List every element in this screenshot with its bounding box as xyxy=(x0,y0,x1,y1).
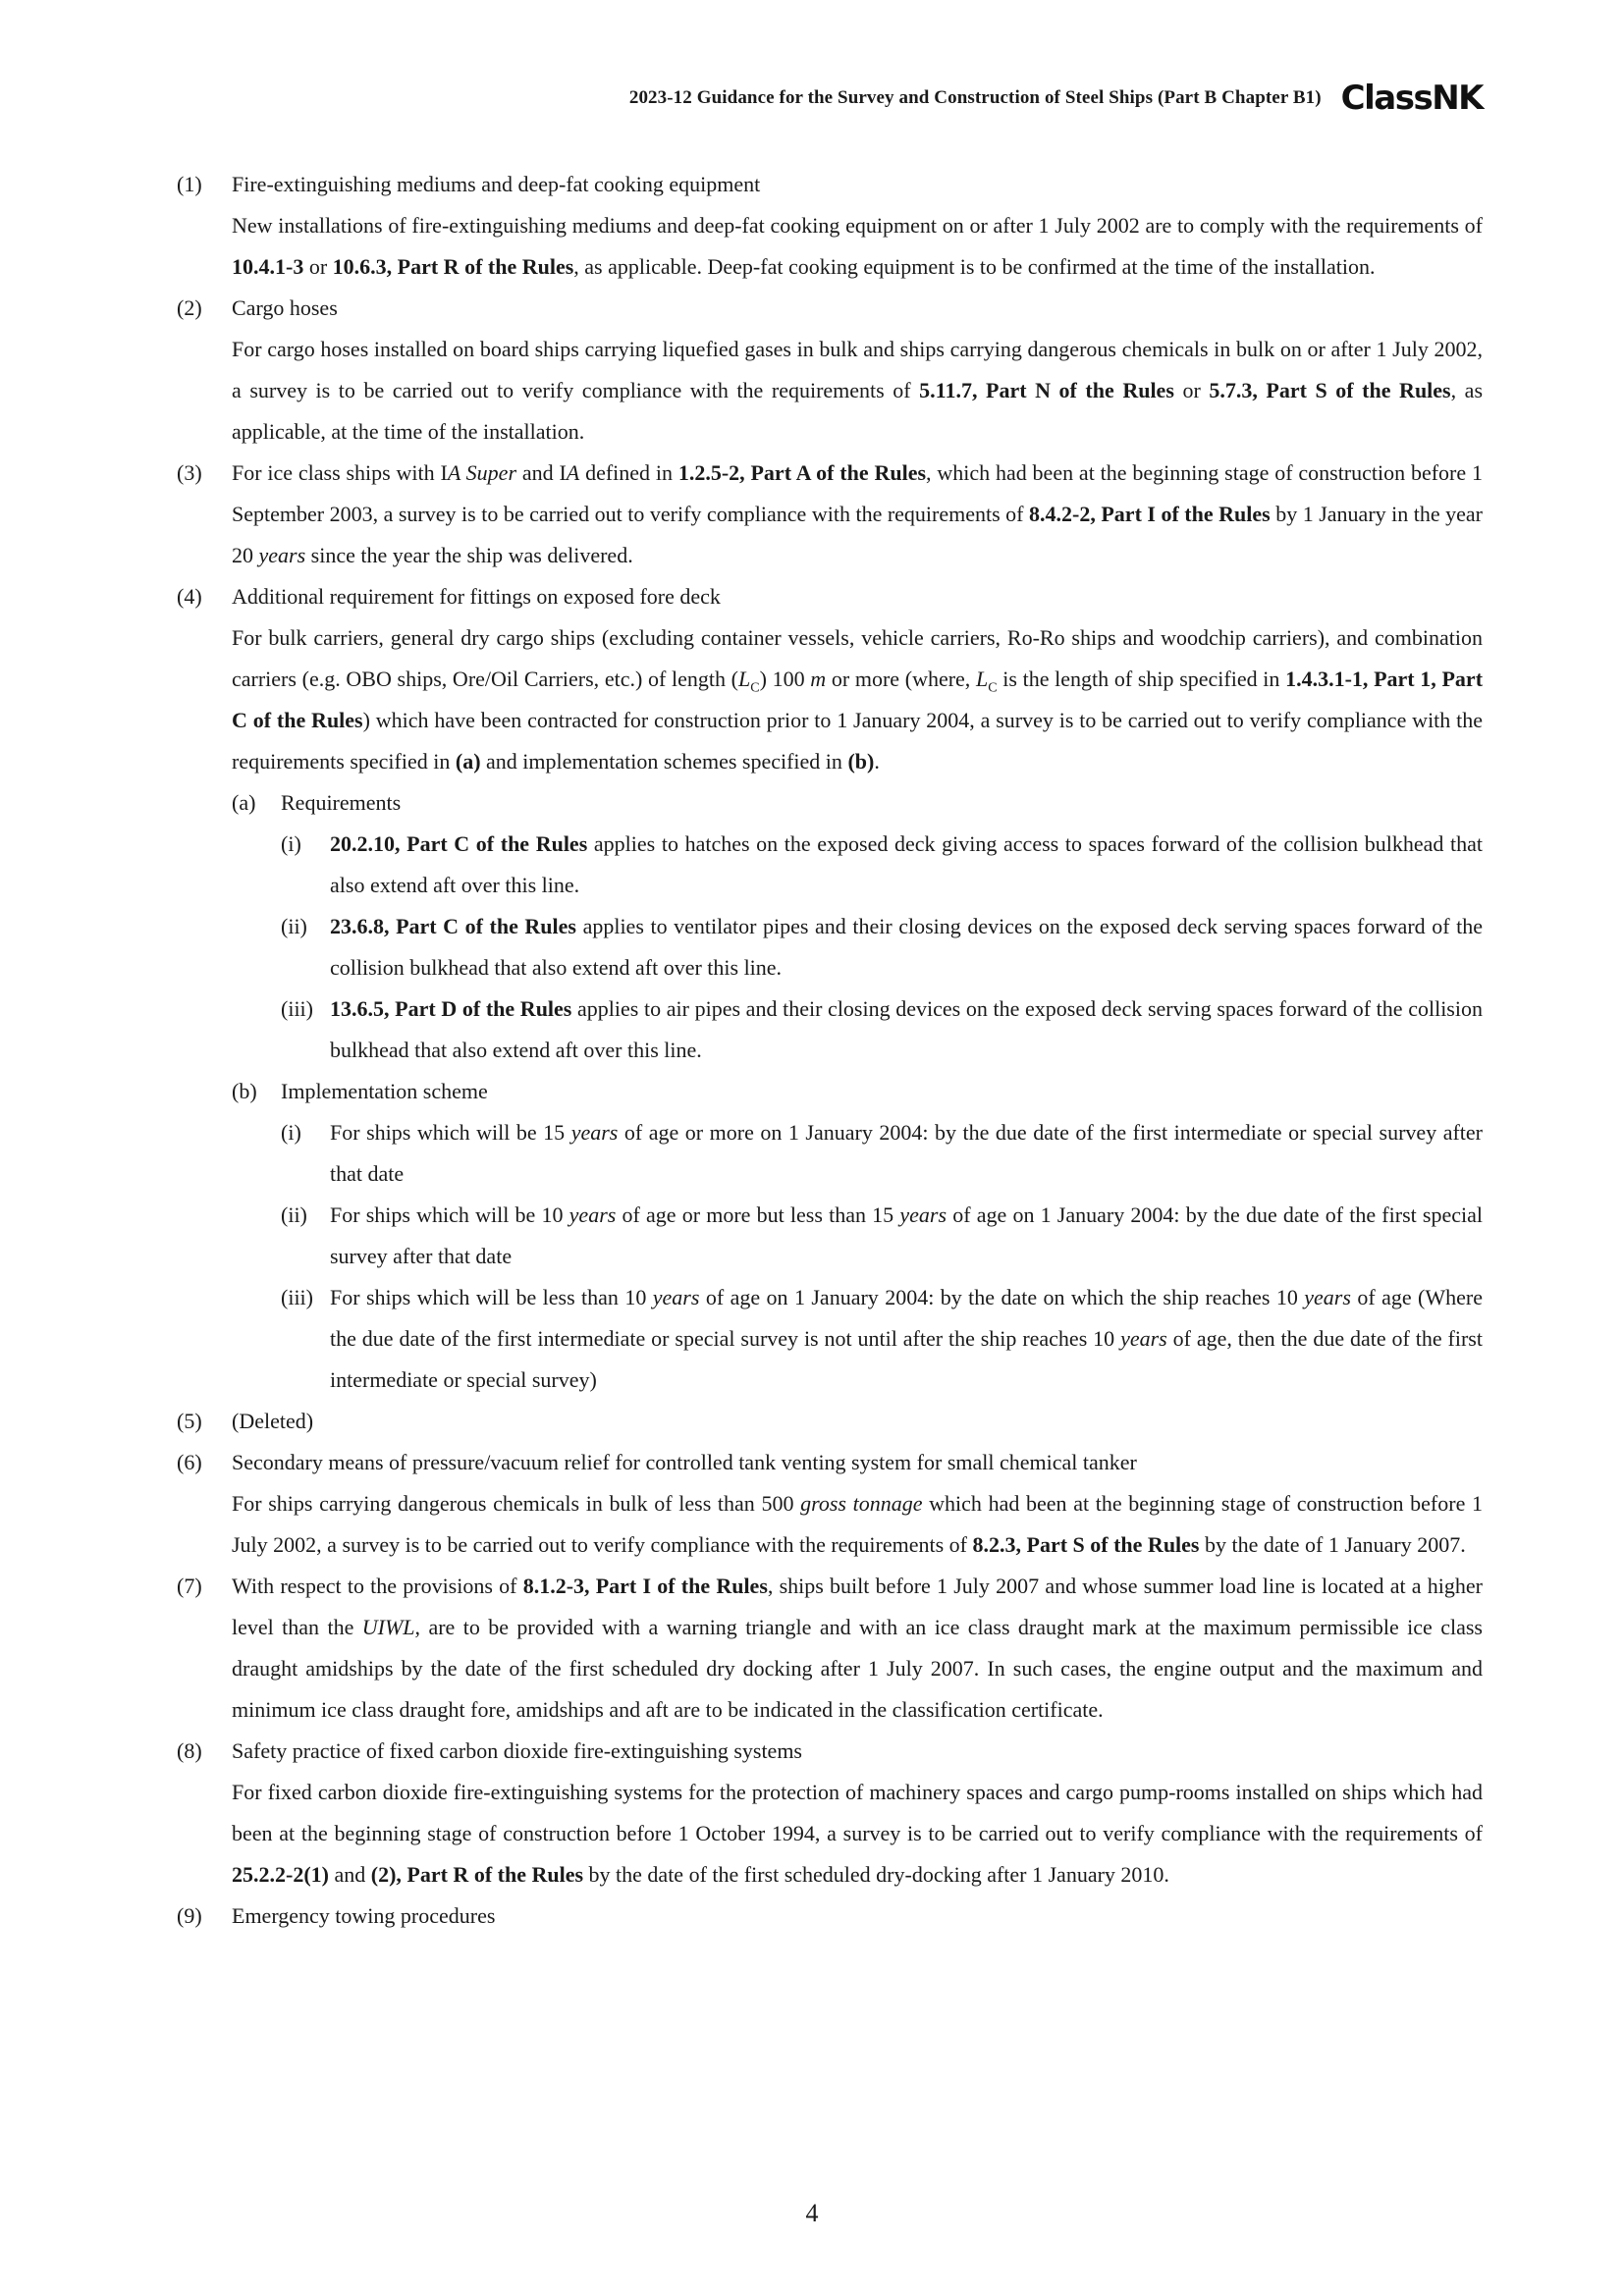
sub-item-a xyxy=(232,782,1483,1071)
item-2 xyxy=(177,288,1483,453)
item-title: Cargo hoses xyxy=(232,295,338,320)
item-number: (8) xyxy=(177,1738,202,1763)
clause-number: (i) xyxy=(281,1120,301,1145)
item-paragraph: For ice class ships with IA Super and IA defined in 1.2.5-2, Part A of the Rules, which had been at the beginning stage of construction before 1 September 2003, a survey is to be carried out to verify compliance with the requirements of 8.4.2-2, Part I of the Rules by 1 January in the year 20 years since the year the ship was delivered. xyxy=(232,460,1484,567)
sub-item-number: (a) xyxy=(232,790,256,815)
item-5 xyxy=(177,1401,1483,1442)
clause-number: (iii) xyxy=(281,996,313,1021)
rule-reference: 20.2.10, Part C of the Rules xyxy=(330,831,588,856)
clause-i xyxy=(281,824,1483,906)
item-paragraph: For cargo hoses installed on board ships carrying liquefied gases in bulk and ships carrying dangerous chemicals in bulk on or after 1 July 2002, a survey is to be carried out to verify compliance with the requirements of 5.11.7, Part N of the Rules or 5.7.3, Part S of the Rules, as applicable, at the time of the installation. xyxy=(232,337,1484,444)
item-8 xyxy=(177,1731,1483,1896)
item-1 xyxy=(177,164,1483,288)
item-number: (4) xyxy=(177,584,202,609)
item-paragraph: With respect to the provisions of 8.1.2-3, Part I of the Rules, ships built before 1 July 2007 and whose summer load line is located at a higher level than the UIWL, are to be provided with a warning triangle and with an ice class draught mark at the maximum permissible ice class draught amidships by the date of the first scheduled dry docking after 1 July 2007. In such cases, the engine output and the maximum and minimum ice class draught fore, amidships and aft are to be indicated in the classification certificate. xyxy=(232,1574,1483,1722)
item-paragraph: For bulk carriers, general dry cargo ships (excluding container vessels, vehicle carriers, Ro-Ro ships and woodchip carriers), and combination carriers (e.g. OBO ships, Ore/Oil Carriers, etc.) of length $(L_C)$ 100 m or more (where, $L_C$ is the length of ship specified in 1.4.3.1-1, Part 1, Part C of the Rules) which have been contracted for construction prior to 1 January 2004, a survey is to be carried out to verify compliance with the requirements specified in (a) and implementation schemes specified in (b). xyxy=(232,625,1484,774)
item-paragraph: For fixed carbon dioxide fire-extinguishing systems for the protection of machinery spaces and cargo pump-rooms installed on ships which had been at the beginning stage of construction before 1 October 1994, a survey is to be carried out to verify compliance with the requirements of 25.2.2-2(1) and (2), Part R of the Rules by the date of the first scheduled dry-docking after 1 January 2010. xyxy=(232,1780,1483,1887)
clause-text: For ships which will be 10 years of age or more but less than 15 years of age on 1 January 2004: by the due date of the first special survey after that date xyxy=(330,1202,1484,1268)
rule-reference: 23.6.8, Part C of the Rules xyxy=(330,914,576,938)
sub-item-title: Requirements xyxy=(281,790,402,815)
rule-reference: 8.4.2-2, Part I of the Rules xyxy=(1029,502,1271,526)
rule-reference: 5.7.3, Part S of the Rules xyxy=(1209,378,1451,402)
clause-text: 13.6.5, Part D of the Rules applies to air pipes and their closing devices on the exposed deck serving spaces forward of the collision bulkhead that also extend aft over this line. xyxy=(330,996,1483,1062)
rule-reference: 1.2.5-2, Part A of the Rules xyxy=(677,460,927,485)
clause-iii xyxy=(281,1277,1483,1401)
item-number: (7) xyxy=(177,1574,202,1598)
item-paragraph: For ships carrying dangerous chemicals in bulk of less than 500 gross tonnage which had been at the beginning stage of construction before 1 July 2002, a survey is to be carried out to verify compliance with the requirements of 8.2.3, Part S of the Rules by the date of 1 January 2007. xyxy=(232,1491,1483,1557)
clause-iii xyxy=(281,988,1483,1071)
classnk-logo: ClassNK xyxy=(1340,79,1483,118)
clause-ii xyxy=(281,906,1483,988)
item-number: (3) xyxy=(177,460,202,485)
item-7 xyxy=(177,1566,1483,1731)
rule-reference: 25.2.2-2(1) xyxy=(232,1862,329,1887)
rule-reference: 8.1.2-3, Part I of the Rules xyxy=(522,1574,768,1598)
clause-i xyxy=(281,1112,1483,1195)
item-number: (2) xyxy=(177,295,202,320)
rule-reference: 1.4.3.1-1, Part 1, Part C of the Rules xyxy=(232,667,1484,732)
sub-reference: (b) xyxy=(847,749,875,774)
rule-reference: 13.6.5, Part D of the Rules xyxy=(330,996,572,1021)
clause-number: (i) xyxy=(281,831,301,856)
rule-reference: 10.6.3, Part R of the Rules xyxy=(332,254,574,279)
page-number: 4 xyxy=(805,2199,819,2227)
item-title: (Deleted) xyxy=(232,1409,314,1433)
clause-ii xyxy=(281,1195,1483,1277)
rule-reference: (2), Part R of the Rules xyxy=(370,1862,584,1887)
clause-number: (ii) xyxy=(281,914,307,938)
rule-reference: 5.11.7, Part N of the Rules xyxy=(919,378,1174,402)
header-title: 2023-12 Guidance for the Survey and Construction of Steel Ships (Part B Chapter B1) xyxy=(628,87,1322,108)
clause-number: (iii) xyxy=(281,1285,313,1309)
clause-number: (ii) xyxy=(281,1202,307,1227)
sub-item-b xyxy=(232,1071,1483,1401)
item-3 xyxy=(177,453,1483,576)
item-title: Fire-extinguishing mediums and deep-fat cooking equipment xyxy=(232,172,761,196)
page-header xyxy=(550,79,1483,118)
item-6 xyxy=(177,1442,1483,1566)
item-paragraph: New installations of fire-extinguishing mediums and deep-fat cooking equipment on or after 1 July 2002 are to comply with the requirements of 10.4.1-3 or 10.6.3, Part R of the Rules, as applicable. Deep-fat cooking equipment is to be confirmed at the time of the installation. xyxy=(232,213,1483,279)
document-body xyxy=(177,164,1483,1937)
item-title: Emergency towing procedures xyxy=(232,1903,496,1928)
rule-reference: 10.4.1-3 xyxy=(232,254,304,279)
clause-text: 20.2.10, Part C of the Rules applies to hatches on the exposed deck giving access to spaces forward of the collision bulkhead that also extend aft over this line. xyxy=(330,831,1483,897)
clause-text: 23.6.8, Part C of the Rules applies to ventilator pipes and their closing devices on the exposed deck serving spaces forward of the collision bulkhead that also extend aft over this line. xyxy=(330,914,1483,980)
clause-text: For ships which will be 15 years of age or more on 1 January 2004: by the due date of the first intermediate or special survey after that date xyxy=(330,1120,1483,1186)
item-number: (5) xyxy=(177,1409,202,1433)
item-title: Additional requirement for fittings on exposed fore deck xyxy=(232,584,721,609)
item-9 xyxy=(177,1896,1483,1937)
item-title: Safety practice of fixed carbon dioxide fire-extinguishing systems xyxy=(232,1738,802,1763)
sub-item-number: (b) xyxy=(232,1079,257,1103)
item-number: (6) xyxy=(177,1450,202,1474)
rule-reference: 8.2.3, Part S of the Rules xyxy=(972,1532,1200,1557)
sub-reference: (a) xyxy=(455,749,481,774)
item-number: (1) xyxy=(177,172,202,196)
item-title: Secondary means of pressure/vacuum relief for controlled tank venting system for small chemical tanker xyxy=(232,1450,1137,1474)
clause-text: For ships which will be less than 10 years of age on 1 January 2004: by the date on which the ship reaches 10 years of age (Where the due date of the first intermediate or special survey is not until after the ship reaches 10 years of age, then the due date of the first intermediate or special survey) xyxy=(330,1285,1483,1392)
item-number: (9) xyxy=(177,1903,202,1928)
sub-item-title: Implementation scheme xyxy=(281,1079,488,1103)
item-4 xyxy=(177,576,1483,1401)
